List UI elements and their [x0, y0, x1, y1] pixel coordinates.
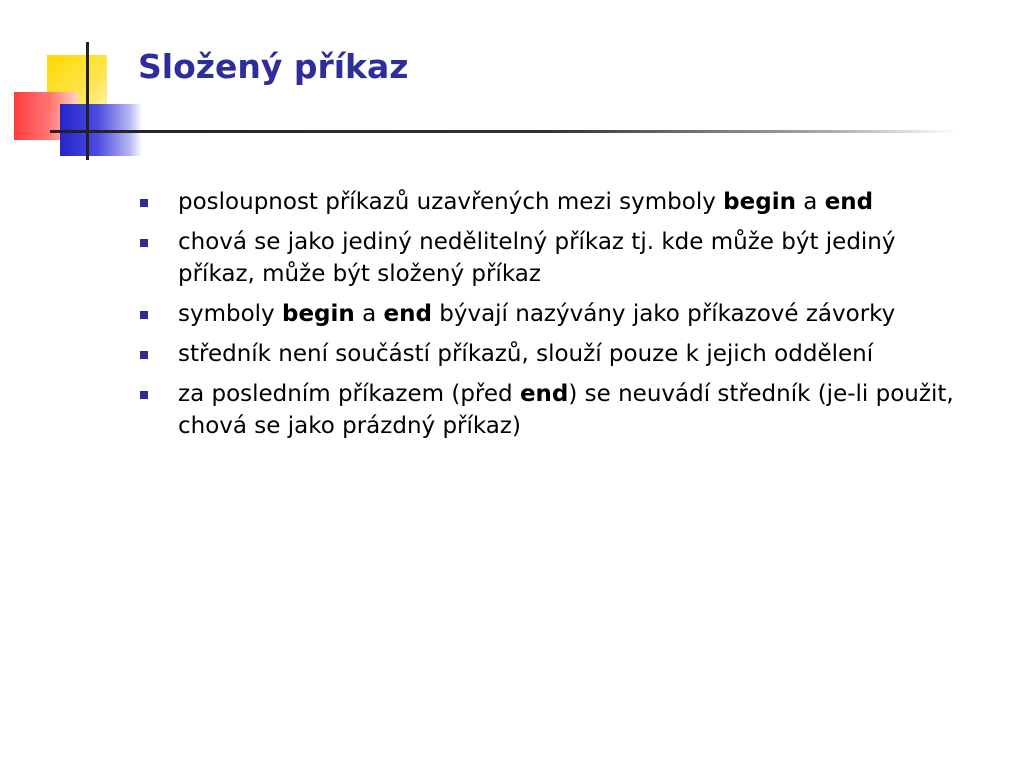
title-underline: [50, 130, 960, 133]
bullet-text: posloupnost příkazů uzavřených mezi symboly: [178, 189, 724, 215]
keyword-end: end: [824, 189, 874, 215]
bullet-item: [138, 186, 968, 218]
logo-squares-decoration: [0, 0, 160, 170]
bullet-text: středník není součástí příkazů, slouží pouze k jejich oddělení: [178, 341, 874, 367]
bullet-text: za posledním příkazem (před: [178, 381, 520, 407]
bullet-text: symboly: [178, 301, 282, 327]
bullet-text: a: [795, 189, 825, 215]
bullet-item: [138, 226, 968, 290]
vertical-divider-line: [86, 42, 89, 160]
bullet-text: bývají nazývány jako příkazové závorky: [431, 301, 896, 327]
square-bullet-icon: [140, 199, 148, 207]
bullet-text: ) se neuvádí středník (je-li použit, chová se jako prázdný příkaz): [178, 381, 954, 439]
square-bullet-icon: [140, 351, 148, 359]
square-bullet-icon: [140, 239, 148, 247]
bullet-list: [138, 186, 968, 450]
slide-title: Složený příkaz: [138, 47, 409, 86]
bullet-item: [138, 298, 968, 330]
bullet-text: a: [354, 301, 384, 327]
bullet-item: [138, 378, 968, 442]
keyword-begin: begin: [281, 301, 355, 327]
keyword-begin: begin: [723, 189, 796, 215]
square-bullet-icon: [140, 311, 148, 319]
square-bullet-icon: [140, 391, 148, 399]
bullet-item: [138, 338, 968, 370]
bullet-text: chová se jako jediný nedělitelný příkaz tj. kde může být jediný příkaz, může být složený příkaz: [178, 229, 896, 287]
keyword-end: end: [383, 301, 432, 327]
keyword-end: end: [519, 381, 569, 407]
